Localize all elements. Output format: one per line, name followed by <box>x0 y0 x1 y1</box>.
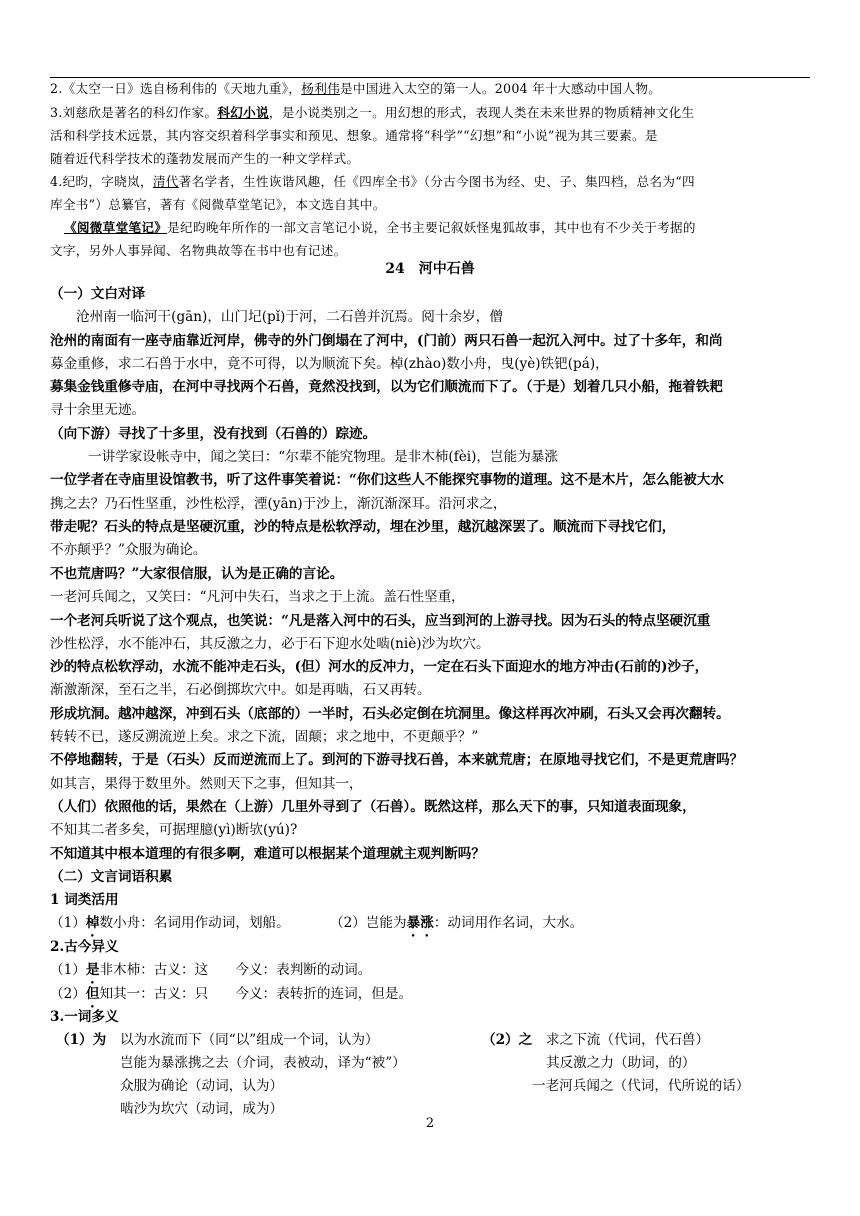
underlined-term: 清代 <box>152 174 179 189</box>
note-text: 是中国进入太空的第一人。2004 年十大感动中国人物。 <box>339 81 662 96</box>
page-number: 2 <box>425 1116 435 1131</box>
original-line: 一讲学家设帐寺中，闻之笑曰：“尔辈不能究物理。是非木杮(fèi)，岂能为暴涨 <box>88 449 558 465</box>
translation-line: （向下游）寻找了十多里，没有找到（石兽的）踪迹。 <box>50 426 377 442</box>
keyword: 但 <box>85 986 100 1002</box>
note-3-line-3: 随着近代科学技术的蓬勃发展而产生的一种文学样式。 <box>50 151 360 166</box>
note-5-line-2: 文字，另外人事异闻、名物典故等在书中也有记述。 <box>50 243 347 258</box>
translation-line: （人们）依照他的话，果然在（上游）几里外寻到了（石兽）。既然这样，那么天下的事，只知道表面现象， <box>50 799 696 815</box>
translation-line: 沧州的南面有一座寺庙靠近河岸，佛寺的外门倒塌在了河中，(门前）两只石兽一起沉入河中。过了十多年，和尚 <box>50 333 723 349</box>
entry-text: 知其一：古义：只 今义：表转折的连词，但是。 <box>99 986 413 1002</box>
note-3-line-2: 活和科学技术远景，其内容交织着科学事实和预见、想象。通常将“科学”“幻想”和“小说”视为其三要素。是 <box>50 128 658 143</box>
entry-text: ：动词用作名词，大水。 <box>433 915 584 931</box>
underlined-term: 科幻小说 <box>217 105 269 120</box>
note-5 <box>64 218 696 238</box>
original-line: 沙性松浮，水不能冲石，其反激之力，必于石下迎水处啮(niè)沙为坎穴。 <box>50 636 490 652</box>
entry-text: （2）岂能为 <box>330 915 407 931</box>
note-text: 3.刘慈欣是著名的科幻作家。 <box>50 105 218 120</box>
original-line: 渐激渐深，至石之半，石必倒掷坎穴中。如是再啮，石又再转。 <box>50 682 431 698</box>
entry-text: （1） <box>50 915 86 931</box>
entry-text: （2） <box>50 986 86 1002</box>
header-rule <box>50 77 810 78</box>
polysemy-item: 啮沙为坎穴（动词，成为） <box>120 1101 284 1117</box>
polysemy-item: 岂能为暴涨携之去（介词，表被动，译为“被”） <box>120 1055 406 1071</box>
original-line: 携之去？乃石性坚重，沙性松浮，湮(yān)于沙上，渐沉渐深耳。沿河求之， <box>50 496 507 512</box>
note-text: 著名学者，生性诙谐风趣，任《四库全书》（分古今图书为经、史、子、集四档，总名为“四 <box>178 174 695 189</box>
translation-line: 一位学者在寺庙里设馆教书，听了这件事笑着说：“你们这些人不能探究事物的道理。这不是木片，怎么能被大水 <box>50 472 724 488</box>
translation-line: 沙的特点松软浮动，水流不能冲走石头，(但）河水的反冲力，一定在石头下面迎水的地方冲击(石前的)沙子， <box>50 659 709 675</box>
original-line: 募金重修，求二石兽于水中，竟不可得，以为顺流下矣。棹(zhào)数小舟，曳(yè)铁钯(pá)， <box>50 356 609 372</box>
translation-line: 形成坑洞。越冲越深，冲到石头（底部的）一半时，石头必定倒在坑洞里。像这样再次冲刷，石头又会再次翻转。 <box>50 706 730 722</box>
translation-line: 募集金钱重修寺庙，在河中寻找两个石兽，竟然没找到，以为它们顺流而下了。（于是）划着几只小船，拖着铁耙 <box>50 379 723 395</box>
entry-text: 数小舟：名词用作动词，划船。 <box>99 915 290 931</box>
keyword: 是 <box>85 962 100 978</box>
keyword: 暴涨 <box>406 915 434 931</box>
polysemy-item: 其反激之力（助词，的） <box>546 1055 696 1071</box>
original-line: 不亦颠乎？”众服为确论。 <box>50 542 207 558</box>
polysemy-item: 以为水流而下（同“以”组成一个词，认为） <box>120 1032 379 1048</box>
translation-line: 不也荒唐吗？”大家很信服，认为是正确的言论。 <box>50 566 344 582</box>
note-text: 是纪昀晚年所作的一部文言笔记小说，全书主要记叙妖怪鬼狐故事，其中也有不少关于考据的 <box>167 220 696 235</box>
original-line: 转转不已，遂反溯流逆上矣。求之下流，固颠；求之地中，不更颠乎？” <box>50 729 479 745</box>
original-line: 一老河兵闻之，又笑曰：“凡河中失石，当求之于上流。盖石性坚重， <box>50 589 465 605</box>
polysemy-item: 众服为确论（动词，认为） <box>120 1078 284 1094</box>
entry-line <box>330 913 583 940</box>
note-text: ，是小说类别之一。用幻想的形式，表现人类在未来世界的物质精神文化生 <box>268 105 695 120</box>
subsection-heading: 2.古今异义 <box>50 939 119 955</box>
translation-line: 带走呢？石头的特点是坚硬沉重，沙的特点是松软浮动，埋在沙里，越沉越深罢了。顺流而下寻找它们， <box>50 519 676 535</box>
translation-line: 不知道其中根本道理的有很多啊，难道可以根据某个道理就主观判断吗？ <box>50 846 485 862</box>
subsection-heading: 1 词类活用 <box>50 892 119 908</box>
underlined-term: 《阅微草堂笔记》 <box>64 220 168 235</box>
section-heading: （二）文言词语积累 <box>50 869 173 885</box>
entry-text: （1） <box>50 962 86 978</box>
note-text: 2.《太空一日》选自杨利伟的《天地九重》， <box>50 81 302 96</box>
section-heading: （一）文白对译 <box>50 286 146 302</box>
underlined-term: 杨利伟 <box>301 81 340 96</box>
translation-line: 一个老河兵听说了这个观点，也笑说：“凡是落入河中的石头，应当到河的上游寻找。因为石头的特点坚硬沉重 <box>50 613 711 629</box>
polysemy-label-zhi: （2）之 <box>482 1032 533 1048</box>
lesson-title: 24 河中石兽 <box>385 261 475 277</box>
note-4-line-2: 库全书”）总纂官，著有《阅微草堂笔记》，本文选自其中。 <box>50 197 386 212</box>
note-3 <box>50 103 694 123</box>
original-line: 如其言，果得于数里外。然则天下之事，但知其一， <box>50 776 363 792</box>
translation-line: 不停地翻转，于是（石头）反而逆流而上了。到河的下游寻找石兽，本来就荒唐；在原地寻找它们，不是更荒唐吗？ <box>50 752 744 768</box>
entry-text: 非木杮：古义：这 今义：表判断的动词。 <box>99 962 372 978</box>
polysemy-item: 一老河兵闻之（代词，代所说的话） <box>532 1078 750 1094</box>
polysemy-label-wei: （1）为 <box>56 1032 107 1048</box>
original-line: 沧州南一临河干(gān)，山门圮(pǐ)于河，二石兽并沉焉。阅十余岁，僧 <box>76 309 503 325</box>
subsection-heading: 3.一词多义 <box>50 1009 119 1025</box>
original-line: 寻十余里无迹。 <box>50 402 146 418</box>
note-text: 4.纪昀，字晓岚， <box>50 174 153 189</box>
entry-line <box>50 913 290 940</box>
entry-line <box>50 960 371 987</box>
note-4 <box>50 172 695 192</box>
note-2 <box>50 79 661 99</box>
polysemy-item: 求之下流（代词，代石兽） <box>546 1032 710 1048</box>
keyword: 棹 <box>85 915 100 931</box>
original-line: 不知其二者多矣，可据理臆(yì)断欤(yú)? <box>50 822 298 838</box>
